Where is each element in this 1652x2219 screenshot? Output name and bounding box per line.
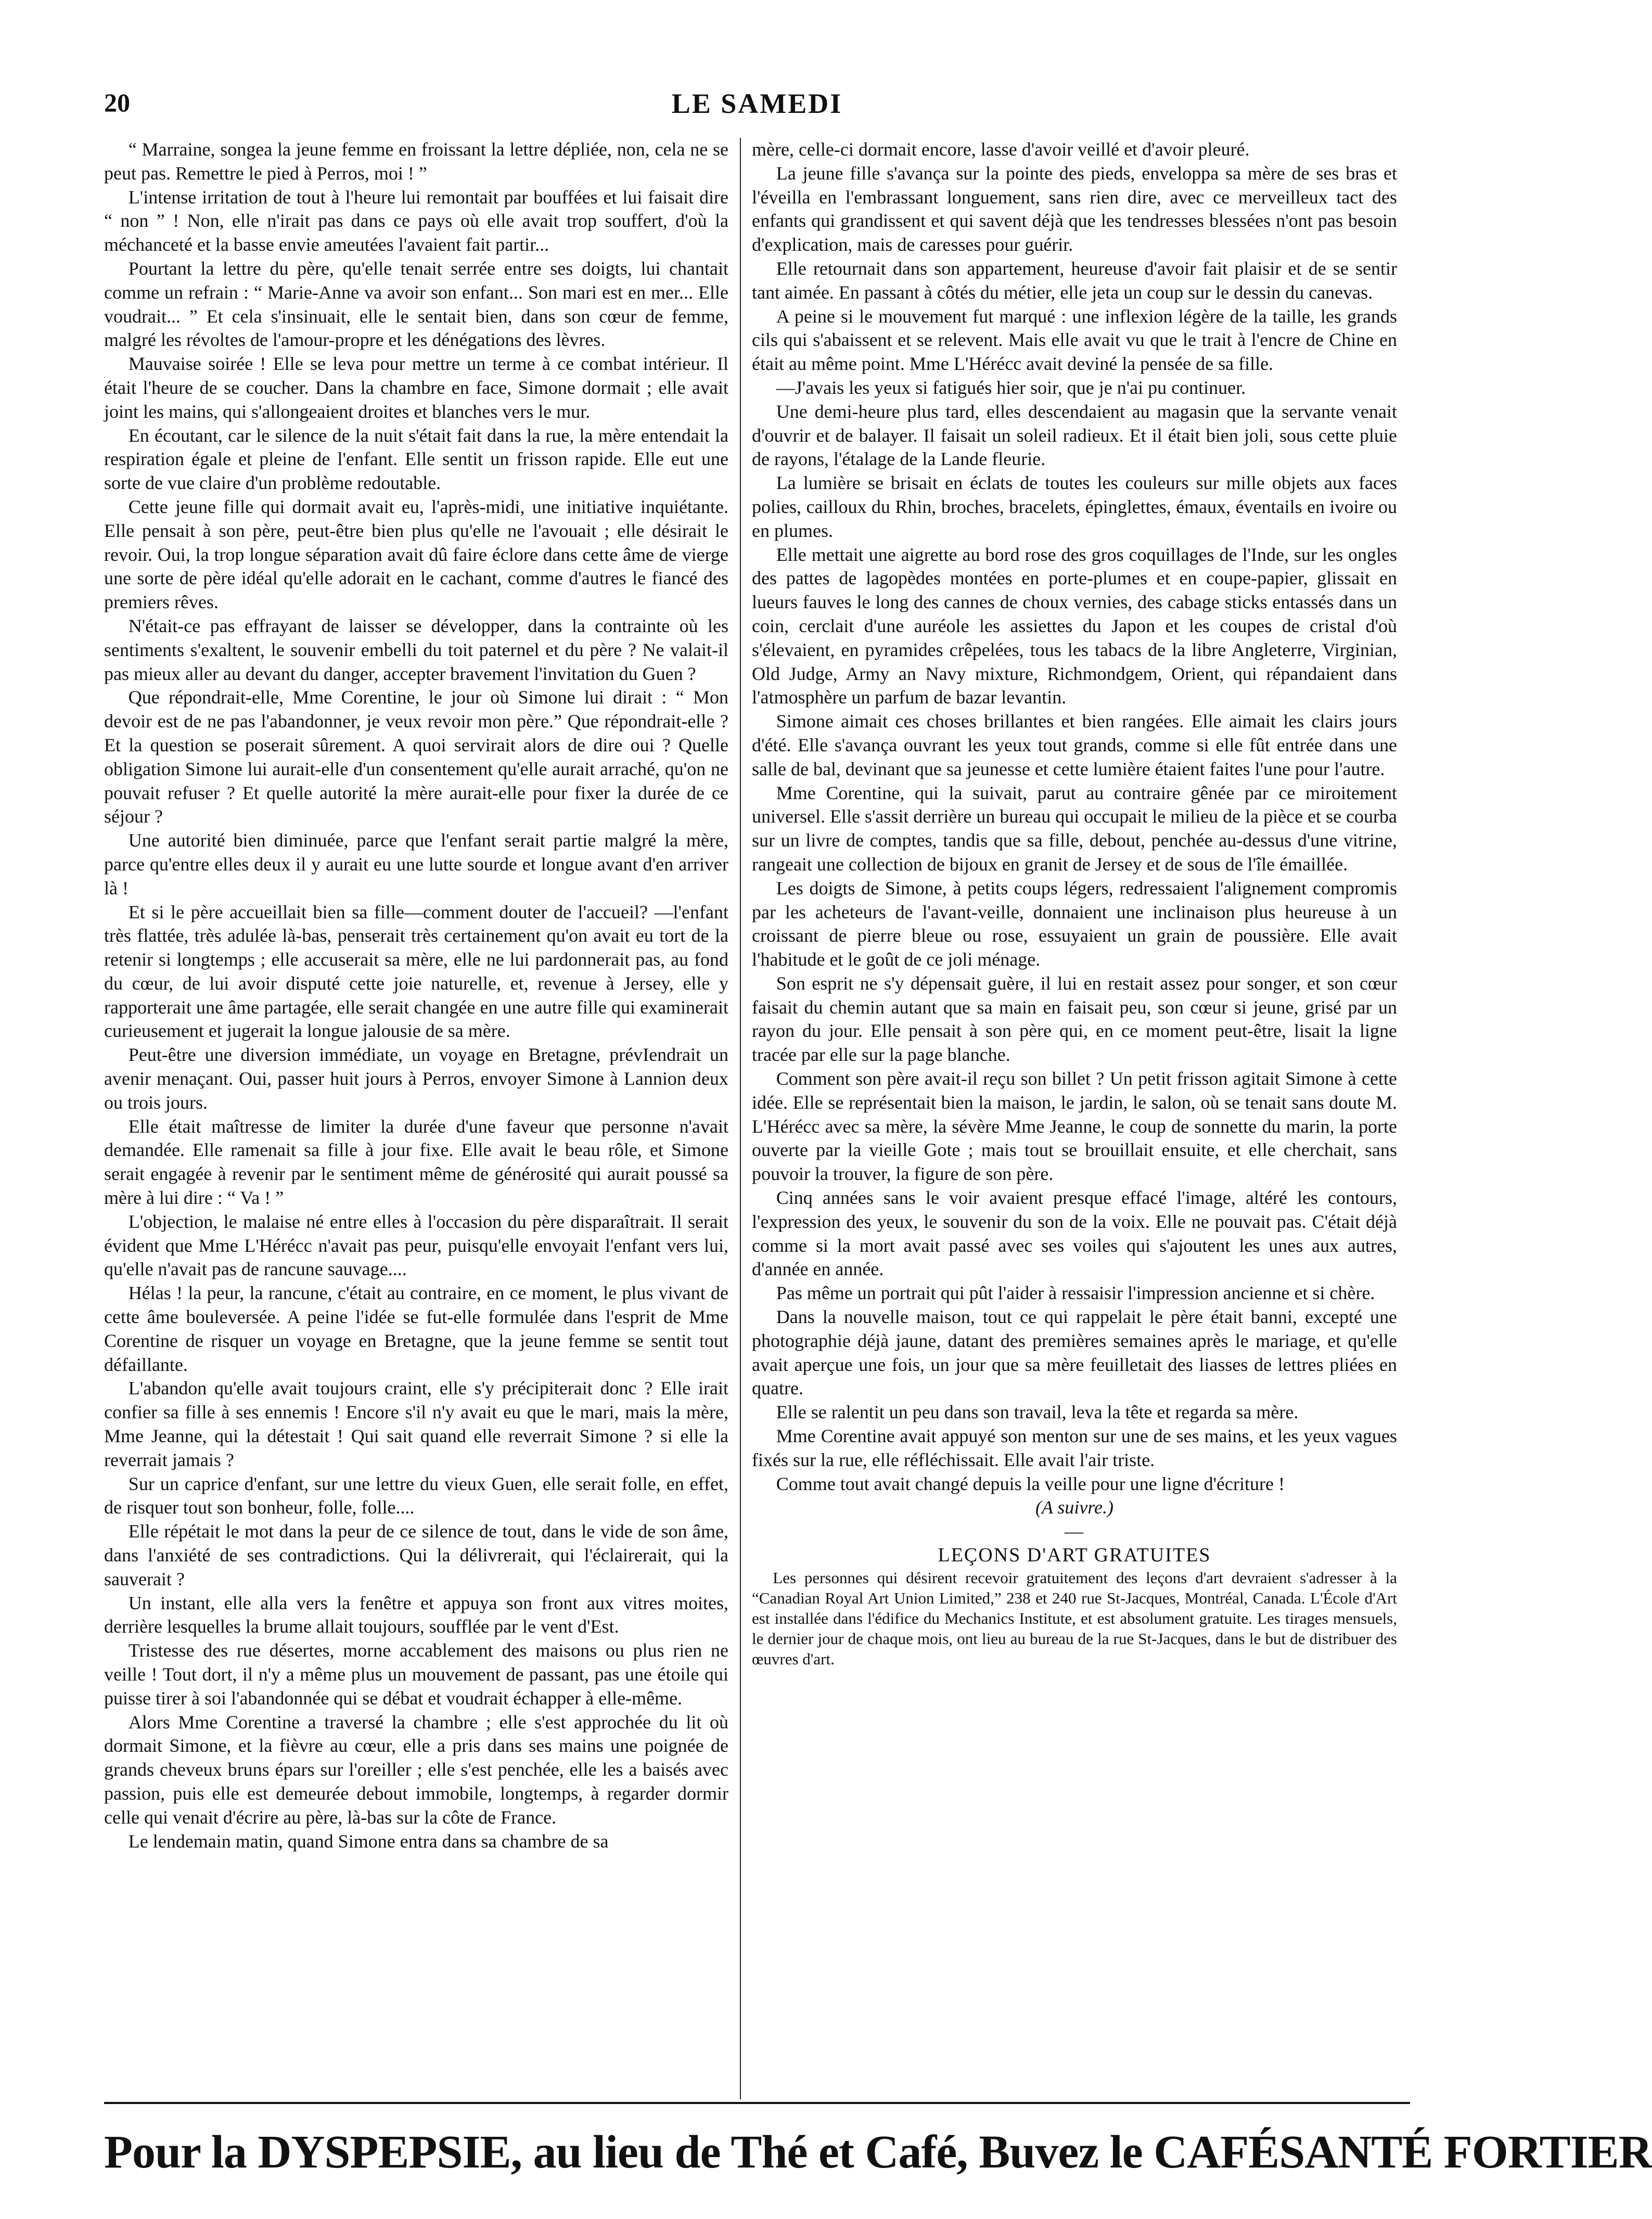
article-paragraph: —J'avais les yeux si fatigués hier soir, que je n'ai pu continuer. [776,377,1246,398]
article-paragraph: Une autorité bien diminuée, parce que l'enfant serait partie malgré la mère, parce qu'entre elles deux il y aurait eu une lutte sourde et longue avant d'en arriver là ! [104,830,728,899]
article-paragraph: Elle mettait une aigrette au bord rose des gros coquillages de l'Inde, sur les ongles des pattes de lagopèdes montées en porte-plumes et en coupe-papier, glissait en lueurs fauves le long des cannes de choux vernies, des cabage sticks entassés dans un coin, cerclait d'une auréole les assiettes du Japon et les coupes de cristal d'où s'élevaient, en pyramides crêpelées, tous les tabacs de la libre Angleterre, Virginian, Old Judge, Army an Navy mixture, Richmondgem, Orient, qui répandaient dans l'atmosphère un parfum de bazar levantin. [752,544,1397,708]
article-paragraph: Tristesse des rue désertes, morne accablement des maisons ou plus rien ne veille ! Tout dort, il n'y a même plus un mouvement de passant, pas une étoile qui puisse tirer à soi l'abandonnée qui se débat et voudrait échapper à elle-même. [104,1640,728,1709]
page-header [104,83,1410,125]
page-number: 20 [104,88,130,117]
article-paragraph: Alors Mme Corentine a traversé la chambre ; elle s'est approchée du lit où dormait Simone, et la fièvre au cœur, elle a pris dans ses mains une poignée de grands cheveux bruns épars sur l'oreiller ; elle s'est penchée, elle les a baisés avec passion, puis elle est demeurée debout immobile, longtemps, à regarder dormir celle qui venait d'écrire au père, là-bas sur la côte de France. [104,1711,728,1828]
article-paragraph: Mme Corentine avait appuyé son menton sur une de ses mains, et les yeux vagues fixés sur la rue, elle réfléchissait. Elle avait l'air triste. [752,1426,1397,1470]
article-paragraph: “ Marraine, songea la jeune femme en froissant la lettre dépliée, non, cela ne se peut pas. Remettre le pied à Perros, moi ! ” [104,139,728,184]
article-paragraph: Mauvaise soirée ! Elle se leva pour mettre un terme à ce combat intérieur. Il était l'heure de se coucher. Dans la chambre en face, Simone dormait ; elle avait joint les mains, qui s'allongeaient droites et blanches vers le mur. [104,353,728,422]
article-paragraph: Simone aimait ces choses brillantes et bien rangées. Elle aimait les clairs jours d'été. Elle s'avança ouvrant les yeux tout grands, comme si elle fût entrée dans une salle de bal, devinant que sa jeunesse et cette lumière étaient faites l'une pour l'autre. [752,711,1397,779]
right-column [752,138,1397,2099]
notice-body: Les personnes qui désirent recevoir gratuitement des leçons d'art devraient s'adresser à la “Canadian Royal Art Union Limited,” 238 et 240 rue St-Jacques, Montréal, Canada. L'École d'Art est installée dans l'édifice du Mechanics Institute, et est absolument gratuite. Les tirages mensuels, le dernier jour de chaque mois, ont lieu au bureau de la rue St-Jacques, dans le but de distribuer des œuvres d'art. [752,1568,1397,1668]
article-paragraph: Une demi-heure plus tard, elles descendaient au magasin que la servante venait d'ouvrir et de balayer. Il faisait un soleil radieux. Et il était bien joli, sous cette pluie de rayons, l'étalage de la Lande fleurie. [752,401,1397,470]
article-paragraph: La jeune fille s'avança sur la pointe des pieds, enveloppa sa mère de ses bras et l'éveilla en l'embrassant longuement, sans rien dire, avec ce merveilleux tact des enfants qui grandissent et qui savent déjà que les tendresses blessées n'ont pas besoin d'explication, mais de caresses pour guérir. [752,162,1397,255]
article-paragraph: mère, celle-ci dormait encore, lasse d'avoir veillé et d'avoir pleuré. [752,139,1250,160]
end-dash: — [1065,1521,1084,1542]
article-paragraph: Mme Corentine, qui la suivait, parut au contraire gênée par ce miroitement universel. Elle s'assit derrière un bureau qui occupait le milieu de la pièce et se courba sur un livre de comptes, tandis que sa fille, debout, penchée au-dessus d'une vitrine, rangeait une collection de bijoux en granit de Jersey et de sous de l'île émaillée. [752,782,1397,875]
article-paragraph: Son esprit ne s'y dépensait guère, il lui en restait assez pour songer, et son cœur faisait du chemin autant que sa main en faisait peu, son cœur si jeune, grisé par un rayon du jour. Elle pensait à son père qui, en ce moment peut-être, lisait la ligne tracée par elle sur la page blanche. [752,972,1397,1066]
notice-title: LEÇONS D'ART GRATUITES [938,1544,1211,1567]
article-paragraph: Elle retournait dans son appartement, heureuse d'avoir fait plaisir et de se sentir tant aimée. En passant à côtés du métier, elle jeta un coup sur le dessin du canevas. [752,258,1397,303]
article-paragraph: Et si le père accueillait bien sa fille—comment douter de l'accueil? —l'enfant très flattée, très adulée là-bas, penserait très certainement qu'on avait eu tort de la retenir si longtemps ; elle accuserait sa mère, elle ne lui pardonnerait pas, au fond du cœur, de lui avoir disputé cette joie naturelle, et, revenue à Jersey, elle y rapporterait une âme partagée, elle serait changée en une autre fille qui examinerait curieusement et jugerait la longue jalousie de sa mère. [104,901,728,1042]
article-paragraph: En écoutant, car le silence de la nuit s'était fait dans la rue, la mère entendait la respiration égale et pleine de l'enfant. Elle sentit un frisson rapide. Elle eut une sorte de vue claire d'un problème redoutable. [104,425,728,494]
article-paragraph: L'abandon qu'elle avait toujours craint, elle s'y précipiterait donc ? Elle irait confier sa fille à ses ennemis ! Encore s'il n'y avait eu que le mari, mais la mère, Mme Jeanne, qui la détestait ! Qui sait quand elle reverrait Simone ? si elle la reverrait jamais ? [104,1378,728,1470]
advertisement-banner: Pour la DYSPEPSIE, au lieu de Thé et Café, Buvez le CAFÉSANTÉ FORTIER [104,2126,1652,2178]
article-paragraph: Elle était maîtresse de limiter la durée d'une faveur que personne n'avait demandée. Elle ramenait sa fille à jour fixe. Elle avait le beau rôle, et Simone serait engagée à revenir par le sentiment même de générosité qui aurait poussé sa mère à lui dire : “ Va ! ” [104,1115,728,1209]
article-paragraph: N'était-ce pas effrayant de laisser se développer, dans la contrainte où les sentiments s'exaltent, le souvenir embelli du toit paternel et du père ? Ne valait-il pas mieux aller au devant du danger, accepter bravement l'invitation du Guen ? [104,615,728,684]
article-paragraph: Un instant, elle alla vers la fenêtre et appuya son front aux vitres moites, derrière lesquelles la brume allait toujours, soufflée par le vent d'Est. [104,1592,728,1637]
article-paragraph: Cette jeune fille qui dormait avait eu, l'après-midi, une initiative inquiétante. Elle pensait à son père, peut-être bien plus qu'elle ne l'avouait ; elle désirait le revoir. Oui, la trop longue séparation avait dû faire éclore dans cette âme de vierge une sorte de père idéal qu'elle adorait en le cachant, comme d'autres le fiancé des premiers rêves. [104,496,728,613]
journal-title: LE SAMEDI [671,88,843,119]
to-be-continued: (A suivre.) [1035,1497,1113,1518]
article-paragraph: Comment son père avait-il reçu son billet ? Un petit frisson agitait Simone à cette idée. Elle se représentait bien la maison, le jardin, le salon, où se tenait sans doute M. L'Hérécc avec sa mère, la sévère Mme Jeanne, le coup de sonnette du marin, la porte ouverte par la vieille Gote ; mais tout se brouillait ensuite, et elle cherchait, sans pouvoir la trouver, la figure de son père. [752,1068,1397,1185]
column-divider [740,138,741,2099]
article-paragraph: Pas même un portrait qui pût l'aider à ressaisir l'impression ancienne et si chère. [776,1282,1375,1304]
article-paragraph: Elle se ralentit un peu dans son travail, leva la tête et regarda sa mère. [776,1402,1299,1423]
article-paragraph: Que répondrait-elle, Mme Corentine, le jour où Simone lui dirait : “ Mon devoir est de ne pas l'abandonner, je veux revoir mon père.” Que répondrait-elle ? Et la question se poserait sûrement. A quoi servirait alors de dire oui ? Quelle obligation Simone lui aurait-elle d'un consentement qu'elle aurait arraché, qu'on ne pouvait refuser ? Et quelle autorité la mère aurait-elle pour fixer la durée de ce séjour ? [104,687,728,827]
footer-divider [104,2102,1410,2104]
article-paragraph: A peine si le mouvement fut marqué : une inflexion légère de la taille, les grands cils qui s'abaissent et se relevent. Mais elle avait vu que le trait à l'encre de Chine en était au même point. Mme L'Hérécc avait deviné la pensée de sa fille. [752,305,1397,375]
article-paragraph: La lumière se brisait en éclats de toutes les couleurs sur mille objets aux faces polies, cailloux du Rhin, broches, bracelets, épinglettes, émaux, éventails en ivoire ou en plumes. [752,472,1397,541]
article-paragraph: Peut-être une diversion immédiate, un voyage en Bretagne, prévIendrait un avenir menaçant. Oui, passer huit jours à Perros, envoyer Simone à Lannion deux ou trois jours. [104,1044,728,1113]
article-paragraph: Comme tout avait changé depuis la veille pour une ligne d'écriture ! [776,1473,1285,1494]
article-paragraph: Hélas ! la peur, la rancune, c'était au contraire, en ce moment, le plus vivant de cette âme bouleversée. A peine l'idée se fut-elle formulée dans l'esprit de Mme Corentine de risquer un voyage en Bretagne, que la jeune femme se sentit tout défaillante. [104,1282,728,1375]
article-paragraph: L'intense irritation de tout à l'heure lui remontait par bouffées et lui faisait dire “ non ” ! Non, elle n'irait pas dans ce pays où elle avait trop souffert, d'où la méchanceté et la basse envie ameutées l'avaient fait partir... [104,186,728,255]
article-paragraph: Sur un caprice d'enfant, sur une lettre du vieux Guen, elle serait folle, en effet, de risquer tout son bonheur, folle, folle.... [104,1473,728,1518]
article-paragraph: Pourtant la lettre du père, qu'elle tenait serrée entre ses doigts, lui chantait comme un refrain : “ Marie-Anne va avoir son enfant... Son mari est en mer... Elle voudrait... ” Et cela s'insinuait, elle le sentait bien, dans son cœur de femme, malgré les révoltes de l'amour-propre et les dénégations des lèvres. [104,258,728,351]
article-paragraph: L'objection, le malaise né entre elles à l'occasion du père disparaîtrait. Il serait évident que Mme L'Hérécc n'avait pas peur, puisqu'elle envoyait l'enfant vers lui, qu'elle n'avait pas de rancune sauvage.... [104,1211,728,1280]
article-paragraph: Le lendemain matin, quand Simone entra dans sa chambre de sa [128,1830,609,1852]
article-paragraph: Elle répétait le mot dans la peur de ce silence de tout, dans le vide de son âme, dans l'anxiété de ses contradictions. Qui la délivrerait, qui l'éclairerait, qui la sauverait ? [104,1521,728,1589]
article-paragraph: Dans la nouvelle maison, tout ce qui rappelait le père était banni, excepté une photographie déjà jaune, datant des premières semaines après le mariage, et qu'elle avait aperçue une fois, un jour que sa mère feuilletait des liasses de lettres pliées en quatre. [752,1306,1397,1399]
left-column [104,138,728,2099]
article-paragraph: Les doigts de Simone, à petits coups légers, redressaient l'alignement compromis par les acheteurs de l'avant-veille, donnaient une inclinaison plus heureuse à un croissant de pierre bleue ou rose, essuyaient un grain de poussière. Elle avait l'habitude et le goût de ce joli ménage. [752,877,1397,970]
article-paragraph: Cinq années sans le voir avaient presque effacé l'image, altéré les contours, l'expression des yeux, le souvenir du son de la voix. Elle ne pouvait pas. C'était déjà comme si la mort avait passé avec ses voiles qui s'ajoutent les unes aux autres, d'année en année. [752,1187,1397,1280]
